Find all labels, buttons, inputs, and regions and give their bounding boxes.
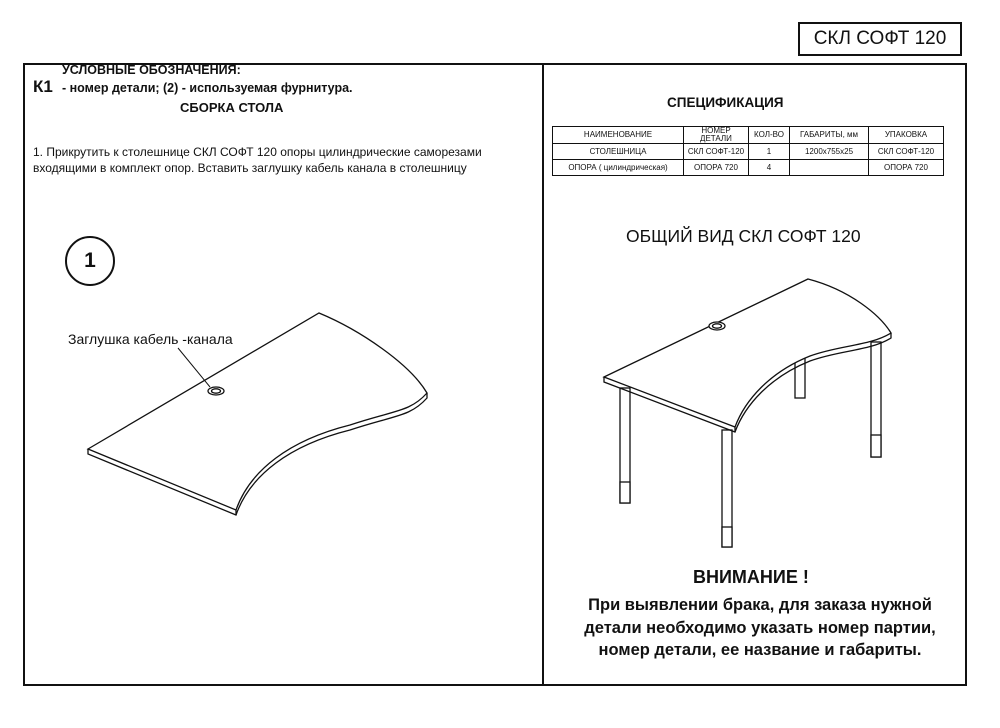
table-general-view	[604, 279, 891, 547]
legend-key-text: - номер детали; (2) - используемая фурнитура.	[62, 81, 353, 95]
specification-title: СПЕЦИФИКАЦИЯ	[667, 95, 784, 110]
step-1-line-1: 1. Прикрутить к столешнице СКЛ СОФТ 120 опоры цилиндрические саморезами	[33, 145, 482, 159]
spec-cell: ОПОРА ( цилиндрическая)	[553, 160, 684, 176]
plug-leader-line	[178, 348, 210, 387]
spec-cell: СТОЛЕШНИЦА	[553, 144, 684, 160]
table-top-surface	[604, 279, 891, 427]
general-view-title: ОБЩИЙ ВИД СКЛ СОФТ 120	[626, 226, 861, 246]
table-leg-back-right-foot	[871, 435, 881, 457]
assembly-title: СБОРКА СТОЛА	[180, 100, 284, 115]
spec-col-dimensions: ГАБАРИТЫ, мм	[790, 127, 869, 144]
table-row	[553, 160, 944, 176]
attention-line-2: детали необходимо указать номер партии,	[584, 618, 936, 637]
table-leg-front-right-foot	[722, 527, 732, 547]
spec-col-part-number: НОМЕР ДЕТАЛИ	[684, 127, 749, 144]
tabletop-drawing	[88, 313, 427, 515]
specification-table	[552, 126, 944, 176]
spec-col-quantity: КОЛ-ВО	[749, 127, 790, 144]
model-title: СКЛ СОФТ 120	[798, 22, 962, 56]
spec-cell: ОПОРА 720	[684, 160, 749, 176]
spec-header-row	[553, 127, 944, 144]
attention-title: ВНИМАНИЕ !	[693, 567, 809, 587]
cable-plug-label: Заглушка кабель -канала	[68, 331, 233, 347]
step-1-line-2: входящими в комплект опор. Вставить заглушку кабель канала в столешницу	[33, 161, 467, 175]
spec-col-package: УПАКОВКА	[869, 127, 944, 144]
spec-cell: СКЛ СОФТ-120	[869, 144, 944, 160]
spec-cell: 1200х755х25	[790, 144, 869, 160]
attention-text	[560, 594, 960, 662]
spec-cell	[790, 160, 869, 176]
legend-heading: УСЛОВНЫЕ ОБОЗНАЧЕНИЯ:	[62, 63, 241, 77]
legend-key-symbol: К1	[33, 77, 53, 96]
spec-cell: 4	[749, 160, 790, 176]
attention-line-1: При выявлении брака, для заказа нужной	[588, 596, 932, 614]
spec-cell: СКЛ СОФТ-120	[684, 144, 749, 160]
spec-cell: ОПОРА 720	[869, 160, 944, 176]
attention-line-3: номер детали, ее название и габариты.	[598, 641, 922, 659]
spec-cell: 1	[749, 144, 790, 160]
step-number-circle: 1	[65, 236, 115, 286]
table-leg-front-left-foot	[620, 482, 630, 503]
spec-col-name: НАИМЕНОВАНИЕ	[553, 127, 684, 144]
table-row	[553, 144, 944, 160]
